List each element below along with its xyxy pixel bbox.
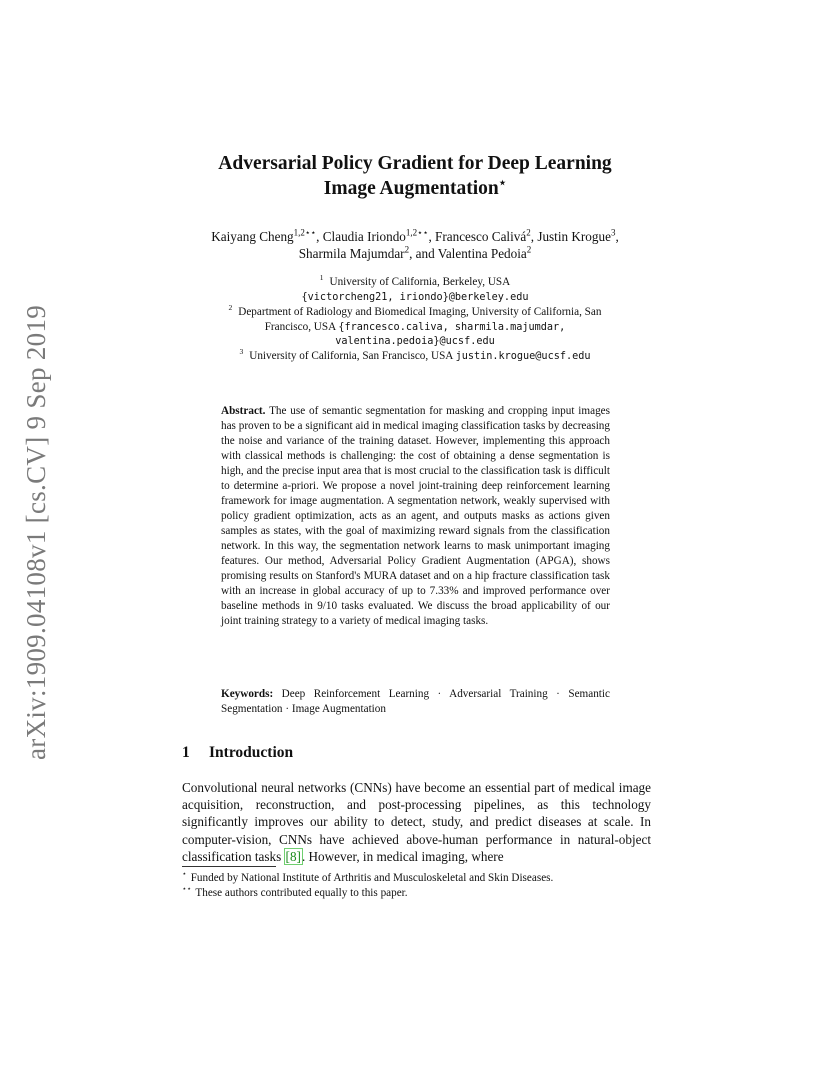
author-name: Claudia Iriondo: [322, 229, 406, 244]
email-address: justin.krogue@ucsf.edu: [455, 351, 591, 362]
section-title: Introduction: [209, 744, 294, 761]
arxiv-identifier-stamp: arXiv:1909.04108v1 [cs.CV] 9 Sep 2019: [21, 304, 51, 760]
paragraph-text: . However, in medical imaging, where: [301, 848, 504, 864]
footnote-1: [182, 871, 652, 885]
abstract-label: Abstract.: [221, 405, 266, 417]
affiliation-2-line-2: [160, 320, 670, 335]
author-affiliation-mark: 3: [610, 227, 616, 238]
footnote-2: [182, 886, 652, 900]
paragraph-text: Convolutional neural networks (CNNs) have become an essential part of medical image acquisition, reconstruction, and post-processing pipelines, as this technology significantly improves our ability to detect, study, and predict diseases at scale. In computer-vision, CNNs have achieved above-human performance in natural-object classification tasks: [182, 780, 651, 864]
author-affiliation-mark: 2: [404, 244, 410, 255]
author-affiliation-mark: 2: [526, 244, 532, 255]
email-address: valentina.pedoia}@ucsf.edu: [335, 336, 495, 347]
author-line-1: Kaiyang Cheng$^{1,2⋆⋆}$, Claudia Iriondo$^{1,2⋆⋆}$, Francesco Calivá$^2$, Justin Krogue$^3$,: [211, 227, 619, 244]
keywords-block: [221, 687, 610, 717]
section-number: 1: [182, 744, 190, 761]
author-affiliation-mark: 2: [526, 227, 531, 238]
affiliation-text: University of California, San Francisco, USA: [249, 350, 456, 362]
affiliation-2: [160, 305, 670, 320]
affiliation-number: 2: [228, 303, 233, 313]
author-line-2: Sharmila Majumdar$^2$, and Valentina Pedoia$^2$: [298, 244, 532, 261]
affiliation-1-email: [160, 290, 670, 305]
keywords-text: Deep Reinforcement Learning · Adversarial Training · Semantic Segmentation · Image Augmentation: [221, 688, 610, 715]
footnote-text: These authors contributed equally to this paper.: [195, 887, 408, 899]
affiliation-3: [160, 349, 670, 364]
footnote-mark: ⋆: [182, 869, 187, 879]
affiliation-text: Department of Radiology and Biomedical Imaging, University of California, San: [238, 306, 602, 318]
citation-link[interactable]: [8]: [285, 848, 301, 864]
affiliation-1: [160, 275, 670, 290]
abstract-block: [221, 404, 610, 629]
affiliation-text: Francisco, USA: [264, 321, 339, 333]
footnote-rule: [182, 866, 276, 867]
author-name: Sharmila Majumdar: [298, 246, 405, 261]
affiliation-2-line-3: [160, 334, 670, 349]
footnote-text: Funded by National Institute of Arthritis and Musculoskeletal and Skin Diseases.: [190, 872, 554, 884]
email-address: {francesco.caliva, sharmila.majumdar,: [338, 322, 566, 333]
title-line-2: Image Augmentation: [323, 178, 499, 199]
affiliation-text: University of California, Berkeley, USA: [329, 276, 511, 288]
footnote-mark: ⋆⋆: [182, 884, 192, 894]
email-address: {victorcheng21, iriondo}@berkeley.edu: [301, 292, 529, 303]
author-name: Francesco Calivá: [435, 229, 527, 244]
introduction-paragraph: [182, 779, 651, 865]
paper-title: [160, 151, 670, 201]
affiliation-number: 3: [239, 347, 244, 357]
author-name: Justin Krogue: [537, 229, 611, 244]
author-name: Kaiyang Cheng: [211, 229, 294, 244]
affiliation-number: 1: [319, 273, 324, 283]
keywords-label: Keywords:: [221, 688, 274, 700]
title-footnote-mark: ⋆: [498, 175, 507, 190]
abstract-text: The use of semantic segmentation for masking and cropping input images has proven to be a significant aid in medical imaging classification tasks by decreasing the noise and variance of the training dataset. However, implementing this approach with classical methods is challenging: the cost of obtaining a dense segmentation is high, and the precise input area that is most crucial to the classification task is difficult to determine a-priori. We propose a novel joint-training deep reinforcement learning framework for image augmentation. A segmentation network, weakly supervised with policy gradient optimization, acts as an agent, and outputs masks as actions given samples as states, with the goal of maximizing reward signals from the classification network. In this way, the segmentation network learns to mask unimportant imaging features. Our method, Adversarial Policy Gradient Augmentation (APGA), shows promising results on Stanford's MURA dataset and on a hip fracture classification task with an increase in global accuracy of up to 7.33% and improved performance over baseline methods in 9/10 tasks evaluated. We discuss the broad applicability of our joint training strategy to a variety of medical imaging tasks.: [221, 405, 610, 627]
author-affiliation-mark: 1,2⋆⋆: [405, 227, 429, 238]
title-line-1: Adversarial Policy Gradient for Deep Learning: [218, 153, 612, 174]
section-heading: [182, 743, 652, 763]
author-affiliation-mark: 1,2⋆⋆: [293, 227, 317, 238]
author-name: Valentina Pedoia: [437, 246, 527, 261]
